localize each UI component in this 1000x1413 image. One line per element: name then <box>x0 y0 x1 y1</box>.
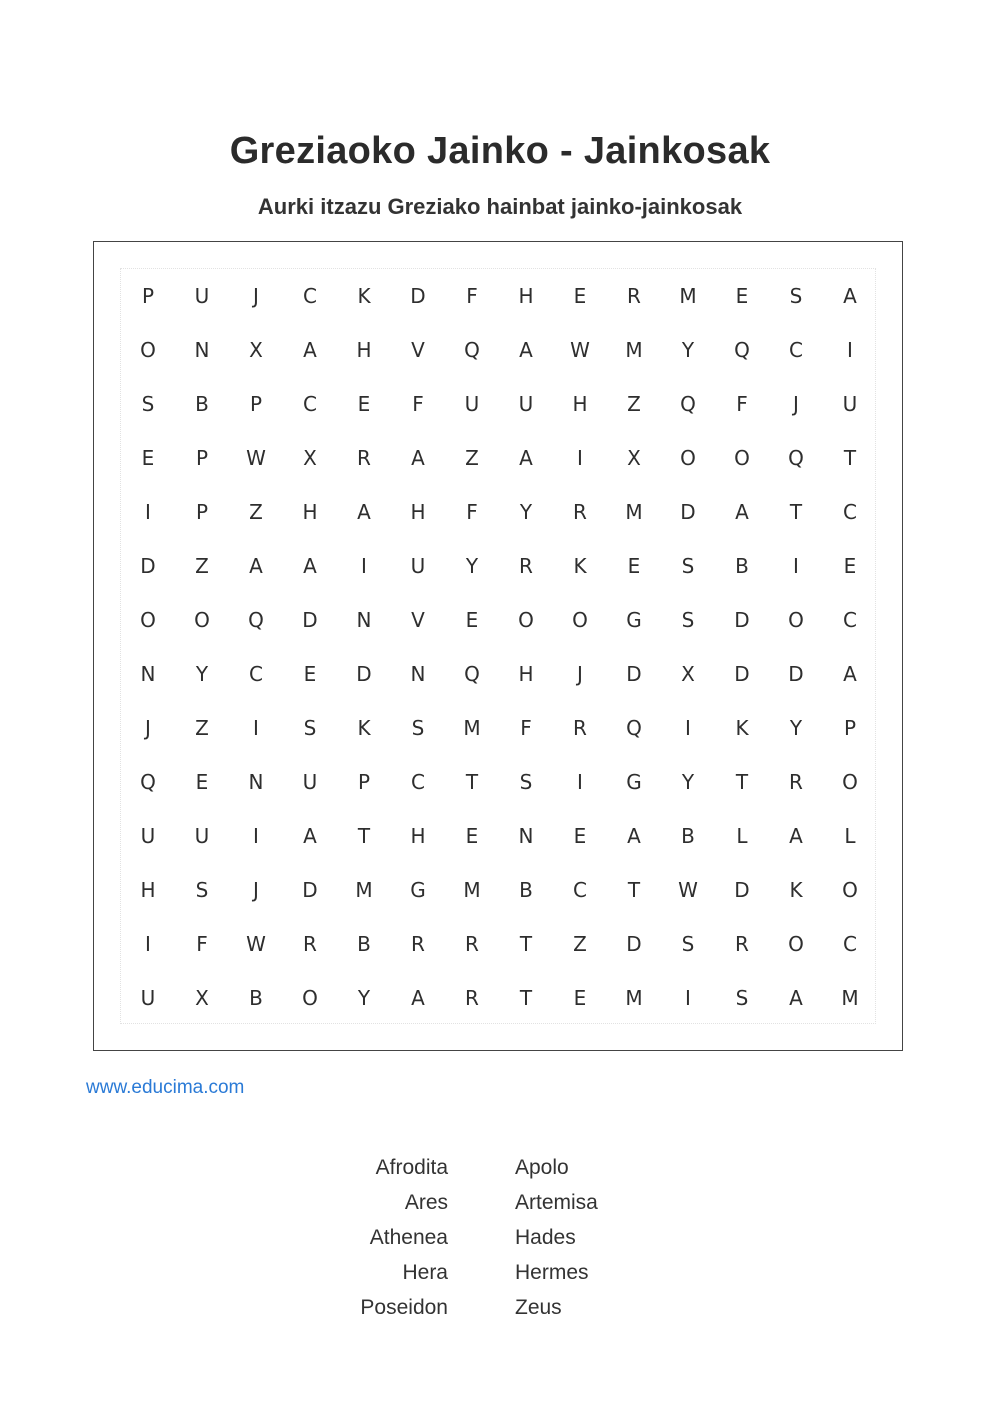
grid-cell[interactable]: D <box>410 284 426 308</box>
grid-cell[interactable]: U <box>140 824 156 848</box>
grid-cell[interactable]: Z <box>195 716 209 740</box>
grid-cell[interactable]: U <box>842 392 858 416</box>
grid-cell[interactable]: Z <box>627 392 641 416</box>
grid-cell[interactable]: A <box>303 338 317 362</box>
word-list-item: Ares <box>404 1191 448 1214</box>
grid-cell[interactable]: D <box>680 500 696 524</box>
grid-cell[interactable]: I <box>793 554 799 578</box>
grid-cell[interactable]: R <box>357 446 371 470</box>
grid-cell[interactable]: A <box>249 554 263 578</box>
word-list-item: Afrodita <box>375 1156 448 1179</box>
grid-cell[interactable]: E <box>195 770 209 794</box>
grid-cell[interactable]: Y <box>519 500 533 524</box>
grid-cell[interactable]: U <box>302 770 318 794</box>
grid-cell[interactable]: H <box>518 284 534 308</box>
grid-cell[interactable]: S <box>681 554 695 578</box>
grid-cell[interactable]: S <box>195 878 209 902</box>
grid-cell[interactable]: S <box>303 716 317 740</box>
grid-cell[interactable]: X <box>303 446 317 470</box>
grid-cell[interactable]: F <box>466 284 478 308</box>
grid-cell[interactable]: T <box>519 986 533 1010</box>
grid-cell[interactable]: E <box>465 608 479 632</box>
grid-cell[interactable]: M <box>625 986 643 1010</box>
grid-cell[interactable]: L <box>844 824 856 848</box>
grid-cell[interactable]: F <box>412 392 424 416</box>
grid-cell[interactable]: F <box>196 932 208 956</box>
grid-cell[interactable]: N <box>518 824 534 848</box>
grid-cell[interactable]: B <box>195 392 209 416</box>
grid-cell[interactable]: N <box>248 770 264 794</box>
grid-cell[interactable]: Q <box>140 770 156 794</box>
grid-cell[interactable]: C <box>411 770 425 794</box>
grid-cell[interactable]: P <box>843 716 857 740</box>
grid-cell[interactable]: E <box>843 554 857 578</box>
grid-cell[interactable]: O <box>302 986 318 1010</box>
grid-cell[interactable]: E <box>735 284 749 308</box>
grid-cell[interactable]: D <box>356 662 372 686</box>
grid-cell[interactable]: O <box>572 608 588 632</box>
grid-cell[interactable]: Z <box>249 500 263 524</box>
grid-cell[interactable]: I <box>685 716 691 740</box>
grid-cell[interactable]: P <box>141 284 155 308</box>
grid-cell[interactable]: S <box>681 932 695 956</box>
grid-cell[interactable]: O <box>140 338 156 362</box>
grid-cell[interactable]: J <box>253 284 259 308</box>
grid-cell[interactable]: M <box>679 284 697 308</box>
grid-cell[interactable]: C <box>303 284 317 308</box>
grid-cell[interactable]: O <box>734 446 750 470</box>
grid-cell[interactable]: A <box>627 824 641 848</box>
grid-cell[interactable]: O <box>518 608 534 632</box>
grid-cell[interactable]: I <box>253 716 259 740</box>
page-title: Greziaoko Jainko - Jainkosak <box>229 130 771 172</box>
grid-cell[interactable]: D <box>626 932 642 956</box>
grid-cell[interactable]: A <box>735 500 749 524</box>
grid-cell[interactable]: A <box>357 500 371 524</box>
grid-cell[interactable]: B <box>357 932 371 956</box>
grid-cell[interactable]: O <box>842 770 858 794</box>
grid-cell[interactable]: D <box>302 878 318 902</box>
grid-cell[interactable]: Q <box>626 716 642 740</box>
grid-cell[interactable]: O <box>680 446 696 470</box>
grid-cell[interactable]: Q <box>248 608 264 632</box>
grid-cell[interactable]: M <box>463 716 481 740</box>
grid-cell[interactable]: H <box>140 878 156 902</box>
grid-cell[interactable]: G <box>626 608 642 632</box>
grid-cell[interactable]: W <box>570 338 590 362</box>
word-list-item: Apolo <box>515 1156 569 1179</box>
grid-cell[interactable]: A <box>789 824 803 848</box>
grid-cell[interactable]: Y <box>681 770 695 794</box>
grid-cell[interactable]: I <box>145 500 151 524</box>
grid-cell[interactable]: U <box>140 986 156 1010</box>
grid-cell[interactable]: T <box>735 770 749 794</box>
grid-cell[interactable]: J <box>577 662 583 686</box>
grid-cell[interactable]: A <box>843 662 857 686</box>
grid-cell[interactable]: W <box>246 446 266 470</box>
grid-cell[interactable]: T <box>357 824 371 848</box>
grid-cell[interactable]: M <box>463 878 481 902</box>
grid-cell[interactable]: R <box>627 284 641 308</box>
grid-cell[interactable]: A <box>789 986 803 1010</box>
page-subtitle: Aurki itzazu Greziako hainbat jainko-jainkosak <box>257 194 743 219</box>
grid-cell[interactable]: N <box>140 662 156 686</box>
grid-cell[interactable]: P <box>249 392 263 416</box>
grid-cell[interactable]: E <box>627 554 641 578</box>
grid-cell[interactable]: E <box>141 446 155 470</box>
grid-cell[interactable]: I <box>577 446 583 470</box>
grid-cell[interactable]: O <box>194 608 210 632</box>
grid-cell[interactable]: N <box>356 608 372 632</box>
grid-cell[interactable]: T <box>789 500 803 524</box>
grid-cell[interactable]: M <box>355 878 373 902</box>
grid-cell[interactable]: C <box>249 662 263 686</box>
grid-cell[interactable]: R <box>573 500 587 524</box>
grid-cell[interactable]: A <box>519 446 533 470</box>
grid-cell[interactable]: P <box>195 500 209 524</box>
word-search-frame <box>93 241 903 1051</box>
grid-cell[interactable]: Z <box>573 932 587 956</box>
word-list-item: Athenea <box>369 1226 448 1249</box>
grid-cell[interactable]: N <box>410 662 426 686</box>
grid-cell[interactable]: E <box>573 824 587 848</box>
grid-cell[interactable]: U <box>518 392 534 416</box>
grid-cell[interactable]: O <box>842 878 858 902</box>
grid-cell[interactable]: Z <box>465 446 479 470</box>
grid-cell[interactable]: A <box>411 986 425 1010</box>
grid-cell[interactable]: Y <box>195 662 209 686</box>
letter-grid <box>121 269 877 1025</box>
grid-cell[interactable]: G <box>410 878 426 902</box>
grid-cell[interactable]: I <box>577 770 583 794</box>
grid-cell[interactable]: R <box>411 932 425 956</box>
grid-cell[interactable]: Q <box>464 338 480 362</box>
grid-cell[interactable]: G <box>626 770 642 794</box>
word-list-item: Hera <box>402 1261 448 1284</box>
grid-cell[interactable]: R <box>303 932 317 956</box>
grid-cell[interactable]: U <box>194 284 210 308</box>
grid-cell[interactable]: C <box>843 608 857 632</box>
word-list-item: Poseidon <box>360 1296 448 1319</box>
grid-cell[interactable]: H <box>518 662 534 686</box>
grid-cell[interactable]: R <box>573 716 587 740</box>
grid-cell[interactable]: M <box>625 500 643 524</box>
grid-cell[interactable]: Q <box>734 338 750 362</box>
grid-cell[interactable]: E <box>303 662 317 686</box>
grid-cell[interactable]: C <box>303 392 317 416</box>
grid-cell[interactable]: Y <box>789 716 803 740</box>
grid-cell[interactable]: O <box>788 932 804 956</box>
grid-cell[interactable]: R <box>519 554 533 578</box>
grid-cell[interactable]: B <box>519 878 533 902</box>
grid-cell[interactable]: Y <box>465 554 479 578</box>
grid-cell[interactable]: V <box>411 338 425 362</box>
grid-cell[interactable]: S <box>141 392 155 416</box>
grid-cell[interactable]: S <box>789 284 803 308</box>
word-list-item: Hermes <box>515 1261 589 1284</box>
grid-cell[interactable]: X <box>195 986 209 1010</box>
grid-cell[interactable]: D <box>626 662 642 686</box>
grid-cell[interactable]: F <box>736 392 748 416</box>
grid-cell[interactable]: D <box>734 608 750 632</box>
grid-cell[interactable]: L <box>736 824 748 848</box>
grid-cell[interactable]: Y <box>681 338 695 362</box>
grid-cell[interactable]: H <box>410 824 426 848</box>
grid-cell[interactable]: R <box>789 770 803 794</box>
grid-cell[interactable]: B <box>735 554 749 578</box>
grid-cell[interactable]: M <box>841 986 859 1010</box>
word-list-item: Zeus <box>515 1296 562 1319</box>
grid-cell[interactable]: K <box>357 284 371 308</box>
grid-cell[interactable]: P <box>195 446 209 470</box>
grid-cell[interactable]: C <box>573 878 587 902</box>
website-link[interactable]: www.educima.com <box>86 1077 245 1098</box>
grid-cell[interactable]: Z <box>195 554 209 578</box>
grid-cell[interactable]: Q <box>680 392 696 416</box>
grid-cell[interactable]: D <box>734 662 750 686</box>
grid-cell[interactable]: O <box>788 608 804 632</box>
word-list-item: Hades <box>515 1226 576 1249</box>
grid-cell[interactable]: B <box>249 986 263 1010</box>
word-search-inner <box>120 268 876 1024</box>
grid-cell[interactable]: A <box>303 824 317 848</box>
grid-cell[interactable]: I <box>145 932 151 956</box>
grid-cell[interactable]: S <box>681 608 695 632</box>
grid-cell[interactable]: T <box>465 770 479 794</box>
grid-cell[interactable]: C <box>843 500 857 524</box>
grid-cell[interactable]: X <box>627 446 641 470</box>
grid-cell[interactable]: R <box>735 932 749 956</box>
grid-cell[interactable]: K <box>573 554 587 578</box>
grid-cell[interactable]: E <box>357 392 371 416</box>
grid-cell[interactable]: A <box>303 554 317 578</box>
grid-cell[interactable]: E <box>465 824 479 848</box>
grid-cell[interactable]: P <box>357 770 371 794</box>
grid-cell[interactable]: H <box>572 392 588 416</box>
grid-cell[interactable]: I <box>253 824 259 848</box>
grid-cell[interactable]: K <box>357 716 371 740</box>
grid-cell[interactable]: V <box>411 608 425 632</box>
grid-cell[interactable]: A <box>843 284 857 308</box>
grid-cell[interactable]: A <box>411 446 425 470</box>
grid-cell[interactable]: T <box>843 446 857 470</box>
grid-cell[interactable]: S <box>519 770 533 794</box>
grid-cell[interactable]: U <box>410 554 426 578</box>
grid-cell[interactable]: U <box>194 824 210 848</box>
grid-cell[interactable]: J <box>253 878 259 902</box>
grid-cell[interactable]: R <box>465 986 479 1010</box>
grid-cell[interactable]: Y <box>357 986 371 1010</box>
grid-cell[interactable]: D <box>302 608 318 632</box>
grid-cell[interactable]: E <box>573 284 587 308</box>
grid-cell[interactable]: A <box>519 338 533 362</box>
grid-cell[interactable]: J <box>145 716 151 740</box>
grid-cell[interactable]: D <box>140 554 156 578</box>
grid-cell[interactable]: F <box>466 500 478 524</box>
grid-cell[interactable]: S <box>411 716 425 740</box>
grid-cell[interactable]: T <box>627 878 641 902</box>
grid-cell[interactable]: C <box>789 338 803 362</box>
grid-cell[interactable]: R <box>465 932 479 956</box>
word-list-item: Artemisa <box>515 1191 598 1214</box>
grid-cell[interactable]: X <box>249 338 263 362</box>
grid-cell[interactable]: S <box>735 986 749 1010</box>
grid-cell[interactable]: H <box>302 500 318 524</box>
grid-cell[interactable]: M <box>625 338 643 362</box>
grid-cell[interactable]: C <box>843 932 857 956</box>
grid-cell[interactable]: W <box>246 932 266 956</box>
grid-cell[interactable]: I <box>361 554 367 578</box>
grid-cell[interactable]: H <box>410 500 426 524</box>
grid-cell[interactable]: Q <box>464 662 480 686</box>
grid-cell[interactable]: U <box>464 392 480 416</box>
grid-cell[interactable]: X <box>681 662 695 686</box>
grid-cell[interactable]: D <box>734 878 750 902</box>
grid-cell[interactable]: Q <box>788 446 804 470</box>
grid-cell[interactable]: I <box>847 338 853 362</box>
grid-cell[interactable]: N <box>194 338 210 362</box>
grid-cell[interactable]: I <box>685 986 691 1010</box>
grid-cell[interactable]: O <box>140 608 156 632</box>
grid-cell[interactable]: F <box>520 716 532 740</box>
grid-cell[interactable]: E <box>573 986 587 1010</box>
grid-cell[interactable]: W <box>678 878 698 902</box>
word-list <box>300 1150 700 1325</box>
grid-cell[interactable]: J <box>793 392 799 416</box>
grid-cell[interactable]: K <box>789 878 803 902</box>
grid-cell[interactable]: H <box>356 338 372 362</box>
grid-cell[interactable]: B <box>681 824 695 848</box>
grid-cell[interactable]: D <box>788 662 804 686</box>
grid-cell[interactable]: K <box>735 716 749 740</box>
grid-cell[interactable]: T <box>519 932 533 956</box>
